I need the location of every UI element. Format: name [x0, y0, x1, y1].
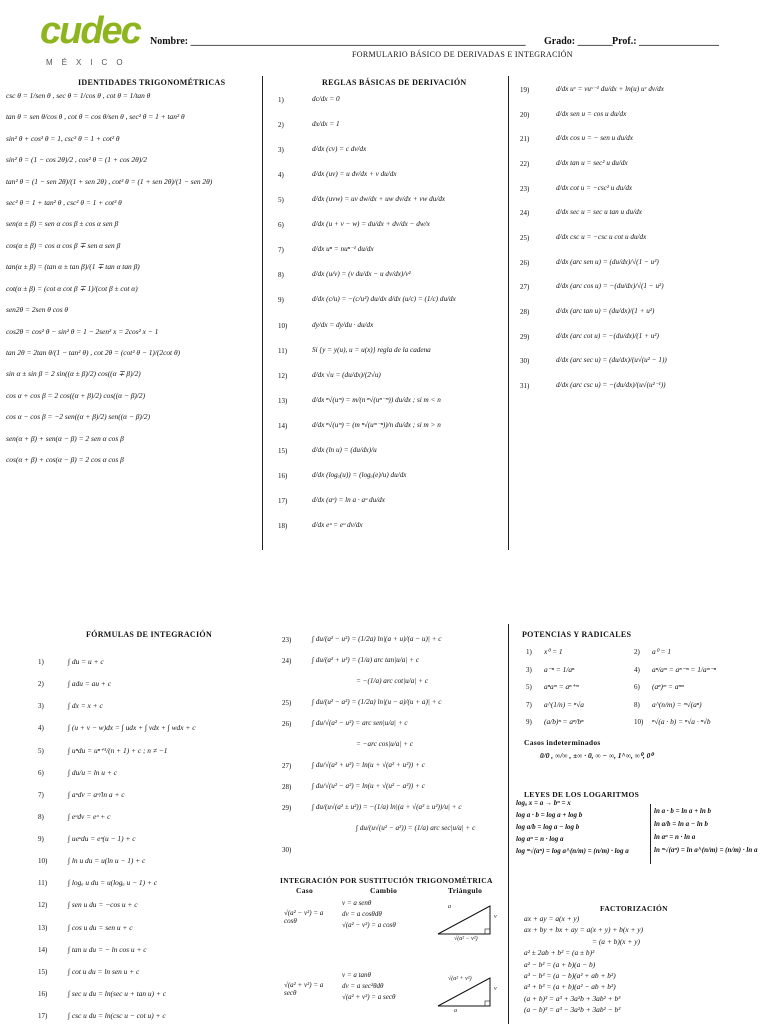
power-number: 8): [634, 700, 640, 709]
derivation-rule: d/dx (arc sen u) = (du/dx)/√(1 − u²): [556, 257, 659, 266]
rule-number: 11): [278, 346, 288, 355]
substitution-title: INTEGRACIÓN POR SUSTITUCIÓN TRIGONOMÉTRICA: [280, 876, 493, 885]
rule-number: 19): [520, 86, 530, 94]
rule-number: 1): [278, 96, 284, 104]
derivation-rule: d/dx (uv) = u dv/dx + v du/dx: [312, 170, 397, 179]
trig-identity: sec² θ = 1 + tan² θ , csc² θ = 1 + cot² θ: [6, 198, 122, 208]
trig-identity: cos2θ = cos² θ − sin² θ = 1 − 2sen² x = 2cos² x − 1: [6, 326, 159, 336]
substitution-change: dv = a cosθdθ: [342, 910, 382, 918]
rule-number: 27): [520, 283, 530, 292]
cudec-logo: [36, 10, 148, 70]
trig-identity: cos(α ± β) = cos α cos β ∓ sen α sen β: [6, 240, 121, 250]
log-law: log a/b = log a − log b: [516, 823, 580, 831]
power-number: 1): [526, 648, 532, 656]
log-law: log a · b = log a + log b: [516, 811, 583, 819]
integration-formula: ∫ (u + v − w)dx = ∫ udx + ∫ vdx + ∫ wdx + c: [68, 723, 196, 733]
derivation-rule: d/dx (arc cot u) = −(du/dx)/(1 + u²): [556, 331, 659, 340]
ln-law: ln a · b = ln a + ln b: [654, 807, 711, 815]
triangle-adjacent-label: a: [454, 1008, 457, 1014]
indeterminate-forms: 0/0 , ∞/∞ , ±∞ · 0, ∞ − ∞, 1^∞, ∞⁰, 0⁰: [540, 751, 654, 760]
power-number: 2): [634, 648, 640, 656]
triangle-opposite-label: v: [494, 914, 497, 920]
formula-number: 2): [38, 680, 44, 689]
power-rule: ⁿ√(a · b) = ⁿ√a · ⁿ√b: [652, 717, 711, 726]
integration-formula: ∫ sec u du = ln(sec u + tan u) + c: [68, 988, 167, 998]
rule-number: 3): [278, 146, 284, 155]
integration-formula: ∫ du/(a² − u²) = (1/2a) ln|(a + u)/(a − u)| + c: [312, 635, 442, 643]
formula-number: 9): [38, 835, 44, 843]
integration-formula: ∫ sen u du = −cos u + c: [68, 900, 138, 910]
derivation-rule: d/dx uᵛ = vuᵛ⁻¹ du/dx + ln(u) uᵛ dv/dx: [556, 85, 664, 93]
rule-number: 29): [520, 332, 530, 341]
power-rule: a⁻ⁿ = 1/aⁿ: [544, 664, 575, 674]
ln-law: ln aⁿ = n · ln a: [654, 833, 696, 841]
derivation-rule: d/dx uⁿ = nuⁿ⁻¹ du/dx: [312, 245, 374, 254]
indeterminate-title: Casos indeterminados: [524, 738, 601, 747]
power-number: 3): [526, 665, 532, 674]
rule-number: 31): [520, 382, 530, 390]
logo-word: cudec: [40, 10, 140, 52]
formula-number: 12): [38, 901, 48, 910]
integration-formula: ∫ aᵘdv = aᵘ/ln a + c: [68, 789, 125, 799]
ln-law: ln ᵐ√(aⁿ) = ln a^(n/m) = (n/m) · ln a: [654, 846, 758, 854]
substitution-change: v = a tanθ: [342, 971, 371, 979]
integration-formula: ∫ dx = x + c: [68, 701, 103, 711]
substitution-change: dv = a sec²θdθ: [342, 982, 384, 990]
power-number: 4): [634, 665, 640, 674]
rule-number: 2): [278, 121, 284, 130]
factorization-identity: a² − b² = (a + b)(a − b): [524, 959, 596, 969]
divider-3: [508, 624, 509, 1024]
integration-formula: ∫ du/(u² − a²) = (1/2a) ln|(u − a)/(u + a)| + c: [312, 698, 442, 706]
right-angle-marker: [485, 929, 490, 934]
factorization-title: FACTORIZACIÓN: [600, 904, 668, 913]
rule-number: 15): [278, 446, 288, 455]
trig-title: IDENTIDADES TRIGONOMÉTRICAS: [78, 78, 226, 87]
trig-identity: sin² θ = (1 − cos 2θ)/2 , cos² θ = (1 + cos 2θ)/2: [6, 155, 147, 165]
rule-number: 17): [278, 496, 288, 505]
formula-number: 4): [38, 724, 44, 733]
substitution-header: Cambio: [370, 886, 398, 895]
integration-formula: ∫ du/√(a² − u²) = arc sen|u/a| + c: [312, 719, 408, 727]
derivation-rule: d/dx (aᵘ) = ln a · aᵘ du/dx: [312, 495, 385, 504]
trig-identity: tan(α ± β) = (tan α ± tan β)/(1 ∓ tan α tan β): [6, 262, 140, 272]
triangle-opposite-label: v: [494, 986, 497, 992]
formula-number: 26): [282, 720, 292, 728]
right-angle-marker: [485, 1001, 490, 1006]
power-number: 6): [634, 683, 640, 691]
factorization-identity: (a − b)³ = a³ − 3a²b + 3ab² − b³: [524, 1005, 621, 1015]
grado-field[interactable]: Grado: _______: [544, 36, 613, 47]
triangle-adjacent-label: √(a² − v²): [454, 936, 478, 942]
derivation-title: REGLAS BÁSICAS DE DERIVACIÓN: [322, 78, 467, 87]
rule-number: 23): [520, 184, 530, 193]
trig-identity: cot(α ± β) = (cot α cot β ∓ 1)/(cot β ± cot α): [6, 283, 138, 293]
derivation-rule: dx/dx = 1: [312, 120, 340, 129]
derivation-rule: d/dx (cv) = c dv/dx: [312, 145, 367, 154]
derivation-rule: d/dx sen u = cos u du/dx: [556, 109, 627, 118]
formula-number: 5): [38, 746, 44, 755]
derivation-rule: dy/dx = dy/du · du/dx: [312, 320, 374, 329]
derivation-rule: d/dx (arc cos u) = −(du/dx)/√(1 − u²): [556, 282, 664, 291]
divider-1: [262, 76, 263, 550]
derivation-rule: d/dx √u = (du/dx)/(2√u): [312, 370, 381, 379]
factorization-identity: ax + ay = a(x + y): [524, 914, 580, 923]
rule-number: 4): [278, 171, 284, 180]
power-number: 9): [526, 718, 532, 726]
derivation-rule: d/dx tan u = sec² u du/dx: [556, 159, 628, 167]
integration-formula: ∫ du/(a² + u²) = (1/a) arc tan|u/a| + c: [312, 656, 419, 664]
integration-formula: ∫ cot u du = ln sen u + c: [68, 966, 140, 976]
trig-identity: sin² θ + cos² θ = 1, csc² θ = 1 + cot² θ: [6, 133, 120, 143]
integration-formula: ∫ du/(u√(a² ± u²)) = −(1/a) ln|(a + √(a² ± u²))/u| + c: [312, 803, 462, 811]
integration-formula: = −arc cos|u/a| + c: [356, 740, 413, 748]
rule-number: 9): [278, 296, 284, 305]
integration-formula: ∫ du = u + c: [68, 657, 104, 666]
trig-identity: cos α + cos β = 2 cos((α + β)/2) cos((α − β)/2): [6, 390, 146, 400]
power-rule: a^(1/n) = ⁿ√a: [544, 699, 584, 709]
formula-number: 6): [38, 768, 44, 777]
trig-identity: sen(α + β) + sen(α − β) = 2 sen α cos β: [6, 433, 124, 443]
power-rule: aⁿaᵐ = aⁿ⁺ᵐ: [544, 682, 579, 691]
power-number: 7): [526, 700, 532, 709]
factorization-identity: a³ + b³ = (a + b)(a² − ab + b²): [524, 982, 616, 992]
formula-number: 27): [282, 762, 292, 770]
formula-number: 25): [282, 699, 292, 707]
substitution-case: √(a² − v²) = a cosθ: [284, 909, 324, 925]
log-law: log ᵐ√(aⁿ) = log a^(n/m) = (n/m) · log a: [516, 847, 629, 855]
derivation-rule: d/dx (u + v − w) = du/dx + dv/dx − dw/x: [312, 220, 430, 229]
derivation-rule: d/dx eᵘ = eᵘ dv/dx: [312, 521, 363, 529]
power-rule: a^(n/m) = ᵐ√(aⁿ): [652, 699, 702, 709]
derivation-rule: d/dx (arc sec u) = (du/dx)/(u√(u² − 1)): [556, 356, 667, 365]
factorization-identity: (a + b)³ = a³ + 3a²b + 3ab² + b³: [524, 993, 621, 1003]
trig-identity: sen(α ± β) = sen α cos β ± cos α sen β: [6, 219, 119, 229]
formula-number: 3): [38, 702, 44, 711]
substitution-header: Caso: [296, 886, 314, 895]
rule-number: 6): [278, 221, 284, 230]
derivation-rule: d/dx (c/u) = −(c/u²) du/dx d/dx (u/c) = (1/c) du/dx: [312, 295, 456, 304]
triangle-hypotenuse-label: a: [448, 904, 451, 910]
derivation-rule: Si {y = y(u), u = u(x)} regla de la cadena: [312, 345, 431, 354]
formula-number: 28): [282, 783, 292, 791]
integration-formula: ∫ adu = au + c: [68, 679, 111, 689]
integration-formula: ∫ eᵘdv = eᵘ + c: [68, 811, 111, 821]
rule-number: 28): [520, 308, 530, 316]
right-triangle-diagram: [436, 902, 498, 938]
substitution-case: √(a² + v²) = a secθ: [284, 981, 324, 997]
substitution-header: Triángulo: [448, 886, 483, 895]
integration-formula: ∫ logₐ u du = u(logₐ u − 1) + c: [68, 878, 158, 888]
log-title: LEYES DE LOS LOGARITMOS: [524, 790, 640, 799]
log-divider: [650, 804, 651, 864]
trig-identity: cos α − cos β = −2 sen((α + β)/2) sen((α − β)/2): [6, 412, 151, 422]
factorization-identity: a³ − b³ = (a − b)(a² + ab + b²): [524, 971, 616, 980]
substitution-change: √(a² + v²) = a secθ: [342, 993, 396, 1001]
triangle-shape: [438, 906, 490, 934]
rule-number: 14): [278, 421, 288, 430]
formula-number: 11): [38, 879, 48, 888]
trig-identity: sen2θ = 2sen θ cos θ: [6, 305, 69, 315]
rule-number: 24): [520, 209, 530, 218]
integration-formula: ∫ du/√(a² + u²) = ln(u + √(a² + u²)) + c: [312, 761, 425, 769]
derivation-rule: d/dx (logₐ(u)) = (logₐ(e)/u) du/dx: [312, 470, 407, 479]
formula-number: 13): [38, 923, 48, 932]
page-subtitle: FORMULARIO BÁSICO DE DERIVADAS E INTEGRACIÓN: [352, 50, 573, 59]
rule-number: 10): [278, 321, 288, 330]
logo-subtitle: MÉXICO: [46, 58, 132, 67]
rule-number: 18): [278, 522, 288, 530]
rule-number: 8): [278, 271, 284, 280]
power-rule: x⁰ = 1: [544, 647, 563, 656]
divider-2: [508, 76, 509, 550]
integration-formula: ∫ cos u du = sen u + c: [68, 922, 133, 932]
integration-formula: = −(1/a) arc cot|u/a| + c: [356, 677, 428, 685]
formula-number: 7): [38, 790, 44, 799]
rule-number: 5): [278, 196, 284, 205]
derivation-rule: dc/dx = 0: [312, 95, 340, 103]
formula-number: 16): [38, 989, 48, 998]
rule-number: 25): [520, 234, 530, 242]
powers-title: POTENCIAS Y RADICALES: [522, 630, 632, 639]
prof-field[interactable]: Prof.: ________________: [612, 36, 720, 47]
derivation-rule: d/dx ⁿ√(uᵐ) = m/(n ⁿ√(uⁿ⁻ᵐ)) du/dx ; si m < n: [312, 395, 441, 404]
factorization-identity: a² ± 2ab + b² = (a ± b)²: [524, 948, 595, 958]
rule-number: 7): [278, 246, 284, 255]
formula-number: 23): [282, 636, 292, 644]
integration-title: FÓRMULAS DE INTEGRACIÓN: [86, 630, 213, 639]
rule-number: 22): [520, 160, 530, 168]
power-rule: aⁿ/aᵐ = aⁿ⁻ᵐ = 1/aᵐ⁻ⁿ: [652, 664, 716, 674]
trig-identity: cos(α + β) + cos(α − β) = 2 cos α cos β: [6, 455, 124, 464]
triangle-hypotenuse-label: √(a² + v²): [448, 976, 472, 982]
power-number: 10): [634, 718, 644, 726]
trig-identity: csc θ = 1/sen θ , sec θ = 1/cos θ , cot θ = 1/tan θ: [6, 91, 151, 100]
formula-number: 10): [38, 857, 48, 866]
log-law: log aⁿ = n · log a: [516, 835, 564, 843]
rule-number: 30): [520, 357, 530, 366]
derivation-rule: d/dx cot u = −csc² u du/dx: [556, 183, 633, 192]
integration-formula: ∫ tan u du = − ln cos u + c: [68, 944, 147, 954]
rule-number: 13): [278, 396, 288, 405]
power-rule: (aⁿ)ᵐ = aⁿᵐ: [652, 682, 684, 691]
substitution-change: v = a senθ: [342, 899, 372, 907]
trig-identity: tan θ = sen θ/cos θ , cot θ = cos θ/sen θ , sec² θ = 1 + tan² θ: [6, 112, 185, 122]
integration-formula: ∫ csc u du = ln(csc u − cot u) + c: [68, 1011, 166, 1020]
factorization-identity: ax + by + bx + ay = a(x + y) + b(x + y): [524, 925, 644, 935]
formula-number: 29): [282, 804, 292, 812]
derivation-rule: d/dx ⁿ√(uᵐ) = (m ⁿ√(uᵐ⁻ⁿ))/n du/dx ; si m > n: [312, 420, 441, 429]
trig-identity: tan² θ = (1 − sen 2θ)/(1 + sen 2θ) , cot² θ = (1 + sen 2θ)/(1 − sen 2θ): [6, 176, 213, 186]
rule-number: 16): [278, 471, 288, 480]
derivation-rule: d/dx csc u = −csc u cot u du/dx: [556, 233, 647, 241]
formula-number: 17): [38, 1012, 48, 1020]
integration-formula: ∫ du/u = ln u + c: [68, 767, 117, 777]
derivation-rule: d/dx (arc csc u) = −(du/dx)/(u√(u²⁻¹)): [556, 381, 666, 389]
rule-number: 21): [520, 135, 530, 144]
derivation-rule: d/dx (ln u) = (du/dx)/u: [312, 445, 377, 454]
factorization-identity: = (a + b)(x + y): [592, 936, 640, 946]
ln-law: ln a/b = ln a − ln b: [654, 820, 708, 828]
integration-formula: ∫ uⁿdu = uⁿ⁺¹/(n + 1) + c ; n ≠ −1: [68, 745, 168, 755]
nombre-field[interactable]: Nombre: ___________________________________________________________________: [150, 36, 526, 47]
derivation-rule: d/dx cos u = − sen u du/dx: [556, 134, 633, 143]
integration-formula: ∫ du/(u√(u² − a²)) = (1/a) arc sec|u/a| + c: [356, 824, 476, 832]
power-rule: a⁰ = 1: [652, 647, 672, 656]
trig-identity: tan 2θ = 2tan θ/(1 − tan² θ) , cot 2θ = (cot² θ − 1)/(2cot θ): [6, 347, 181, 357]
rule-number: 20): [520, 110, 530, 119]
rule-number: 26): [520, 258, 530, 267]
integration-formula: ∫ ln u du = u(ln u − 1) + c: [68, 856, 146, 866]
derivation-rule: d/dx (arc tan u) = (du/dx)/(1 + u²): [556, 307, 655, 315]
formula-number: 24): [282, 657, 292, 665]
power-rule: (a/b)ⁿ = aⁿ/bⁿ: [544, 717, 584, 726]
formula-number: 15): [38, 967, 48, 976]
derivation-rule: d/dx (uvw) = uv dw/dx + uw dv/dx + vw du/dx: [312, 195, 446, 204]
formula-number: 1): [38, 658, 44, 666]
derivation-rule: d/dx (u/v) = (v du/dx − u dv/dx)/v²: [312, 270, 411, 279]
integration-formula: ∫ du/√(u² − a²) = ln(u + √(u² − a²)) + c: [312, 782, 425, 790]
integration-formula: ∫ ueᵘdu = eᵘ(u − 1) + c: [68, 834, 136, 843]
formula-number: 8): [38, 812, 44, 821]
derivation-rule: d/dx sec u = sec u tan u du/dx: [556, 208, 642, 217]
formula-number: 30): [282, 846, 292, 854]
substitution-change: √(a² − v²) = a cosθ: [342, 921, 396, 929]
formula-number: 14): [38, 945, 48, 954]
trig-identity: sin α ± sin β = 2 sin((α ± β)/2) cos((α ∓ β)/2): [6, 369, 141, 379]
rule-number: 12): [278, 371, 288, 380]
log-law: logₐ x = a → bⁿ = x: [516, 799, 571, 807]
power-number: 5): [526, 683, 532, 691]
